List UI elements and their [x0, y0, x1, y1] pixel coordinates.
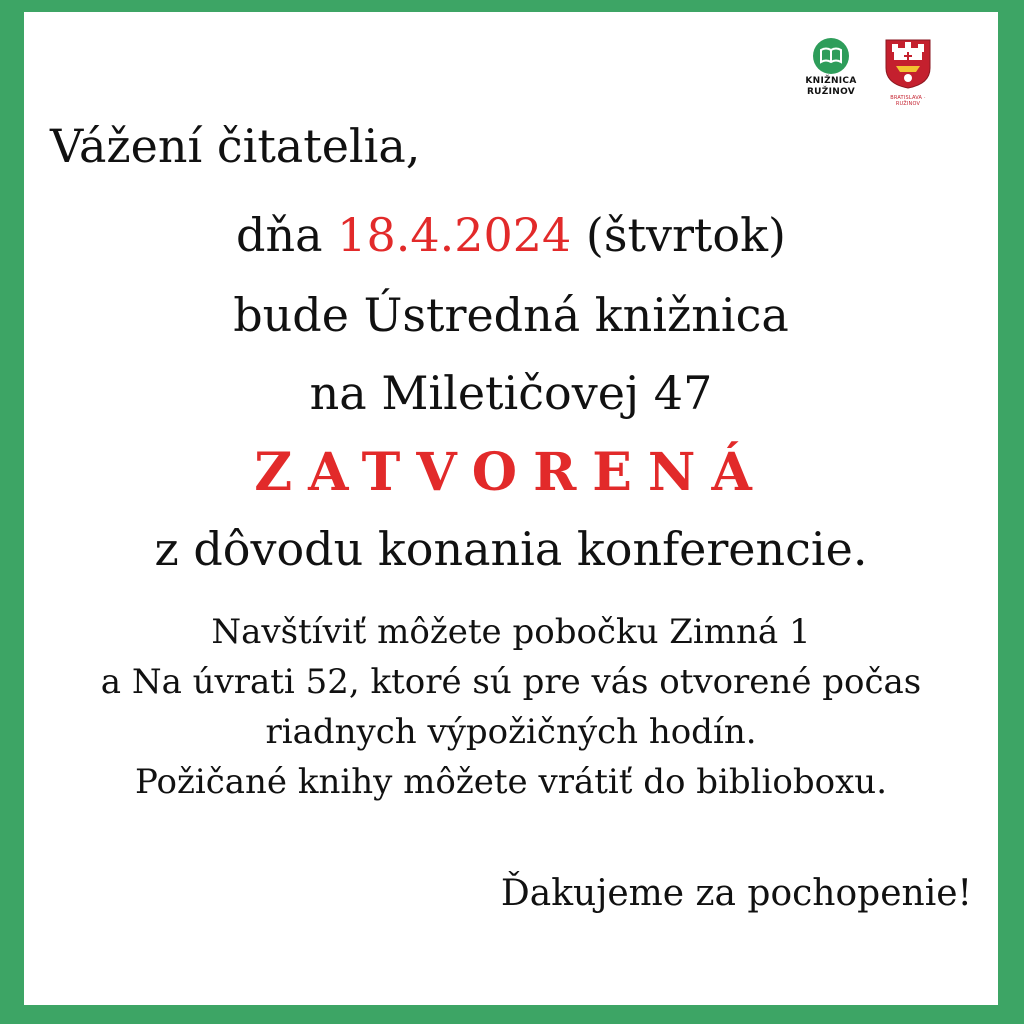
- info-line-2: a Na úvrati 52, ktoré sú pre vás otvorené počas: [100, 662, 922, 702]
- date-line: [24, 208, 998, 262]
- library-logo-line1: KNIŽNICA: [805, 76, 857, 86]
- date-weekday: (štvrtok): [571, 208, 786, 262]
- book-icon: [813, 38, 849, 74]
- info-line-4: Požičané knihy môžete vrátiť do biblioboxu.: [134, 762, 888, 802]
- district-crest: [880, 38, 936, 107]
- date-prefix: dňa: [236, 208, 338, 262]
- closure-date: 18.4.2024: [337, 208, 572, 262]
- address-line: na Miletičovej 47: [309, 366, 713, 420]
- greeting: Vážení čitatelia,: [50, 119, 421, 173]
- notice-card: [24, 12, 998, 1005]
- library-logo: [800, 38, 862, 98]
- logo-group: [800, 38, 936, 107]
- info-line-1: Navštíviť môžete pobočku Zimná 1: [211, 612, 811, 652]
- coat-of-arms-icon: [882, 38, 934, 90]
- crest-caption: BRATISLAVA · RUŽINOV: [890, 95, 926, 107]
- library-line: bude Ústredná knižnica: [233, 288, 789, 342]
- info-line-3: riadnych výpožičných hodín.: [265, 712, 757, 752]
- library-logo-line2: RUŽINOV: [806, 87, 856, 97]
- closed-heading: ZATVORENÁ: [254, 442, 768, 503]
- thanks-line: Ďakujeme za pochopenie!: [500, 873, 972, 914]
- reason-line: z dôvodu konania konferencie.: [154, 522, 868, 576]
